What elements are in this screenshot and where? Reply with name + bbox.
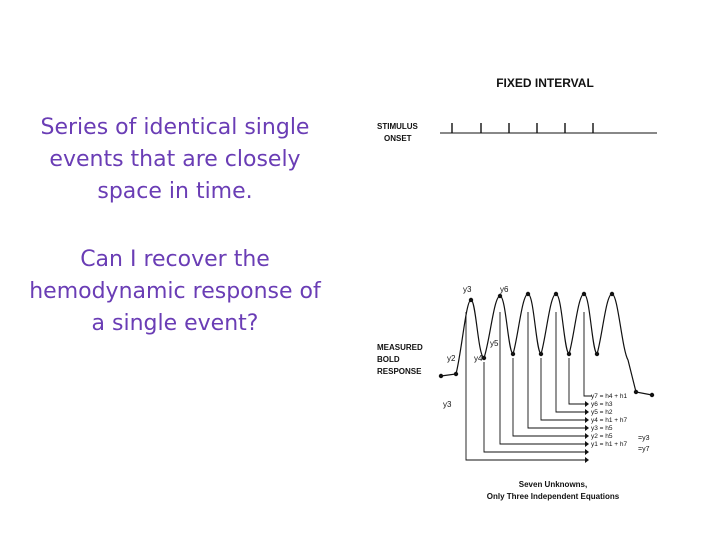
point-label: y3 (443, 400, 452, 409)
bold-response-curve (441, 294, 652, 395)
equations (591, 393, 628, 448)
equation: y4 = h1 + h7 (591, 417, 628, 424)
sample-point (567, 352, 571, 356)
connector (541, 358, 585, 420)
bold-label: BOLD (377, 355, 400, 364)
sample-point (610, 292, 614, 296)
connector (528, 312, 585, 428)
sample-point (482, 356, 486, 360)
right-label: =y7 (638, 446, 650, 453)
equation: y1 = h1 + h7 (591, 441, 628, 448)
sample-points (439, 292, 654, 397)
equation: y3 = h5 (591, 425, 613, 432)
response-label: RESPONSE (377, 367, 422, 376)
sample-point (634, 390, 638, 394)
sample-point (526, 292, 530, 296)
paragraph-series-description: Series of identical single events that are closely space in time. (40, 115, 310, 204)
sample-point (650, 393, 654, 397)
sample-point (454, 372, 458, 376)
measured-label: MEASURED (377, 343, 423, 352)
equation: y5 = h2 (591, 409, 613, 416)
sample-point (439, 374, 443, 378)
connector (556, 312, 585, 412)
onset-label: ONSET (384, 134, 412, 143)
point-label: y2 (447, 354, 456, 363)
equation: y2 = h5 (591, 433, 613, 440)
sample-point (582, 292, 586, 296)
equation: y6 = h3 (591, 401, 613, 408)
point-label: y4 (474, 354, 483, 363)
stimulus-label: STIMULUS (377, 122, 418, 131)
sample-point (539, 352, 543, 356)
connector (513, 358, 585, 436)
sample-point (498, 294, 502, 298)
point-label: y6 (500, 285, 509, 294)
equation: y7 = h4 + h1 (591, 393, 628, 400)
connector (569, 358, 585, 404)
sample-point (511, 352, 515, 356)
caption-line-1: Seven Unknowns, (518, 480, 588, 489)
right-label: =y3 (638, 435, 650, 442)
stimulus-ticks (452, 123, 593, 133)
point-label: y3 (463, 285, 472, 294)
connector-arrowheads (585, 401, 589, 463)
connector (484, 362, 585, 452)
paragraph-question: Can I recover the hemodynamic response of a single event? (29, 247, 321, 336)
sample-point (554, 292, 558, 296)
point-label: y5 (490, 339, 499, 348)
figure-title: FIXED INTERVAL (496, 76, 594, 90)
sample-point (595, 352, 599, 356)
caption-line-2: Only Three Independent Equations (486, 492, 620, 501)
sample-point (469, 298, 473, 302)
